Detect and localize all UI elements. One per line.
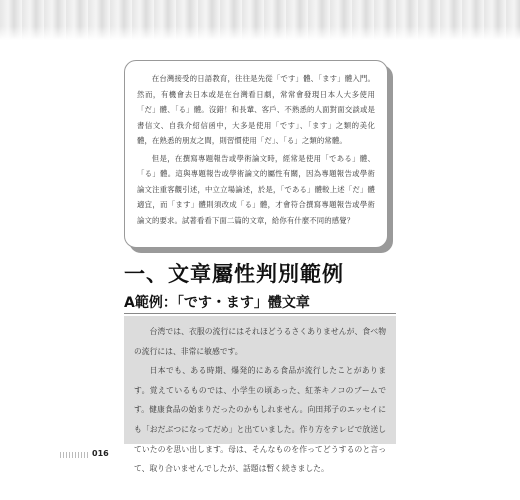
example-text-box <box>124 316 396 474</box>
heading-divider <box>124 313 396 314</box>
section-heading: 一、文章屬性判別範例 <box>124 262 344 286</box>
decorative-header-band <box>0 0 520 40</box>
example-paragraph-2: 日本でも、ある時期、爆発的にある食品が流行したことがあります。覚えているものでは、小学生の頃あった、紅茶キノコのブームです。健康食品の始まりだったのかもしれません。向田邦子のエッセイにも「おだぶつになってだめ」と出ていました。作り方をテレビで放送していたのを思い出します。母は、そんなものを作ってどうするのと言って、取り合いませんでしたが、話題は暫く続きました。 <box>134 366 386 474</box>
intro-callout-box <box>124 60 388 248</box>
example-a-heading: A範例：「です・ます」體文章 <box>124 295 310 311</box>
callout-paragraph-1: 在台灣接受的日語教育，往往是先從「です」體、「ます」體入門。然而，有機會去日本或是在台灣看日劇，常常會發現日本人大多使用「だ」體、「る」體。沒錯！和長輩、客戶、不熟悉的人面對面交談或是書信文、自我介紹信函中，大多是使用「です」、「ます」之類的美化體，在熟悉的朋友之間，則習慣使用「だ」、「る」之類的常體。 <box>137 74 375 145</box>
callout-paragraph-2: 但是，在撰寫專題報告或學術論文時，經常是使用「である」體、「る」體。這與專題報告或學術論文的屬性有關，因為專題報告或學術論文注重客觀引述，中立立場論述，於是，「である」體較上述「だ」體適宜，而「ます」體則須改成「る」體，才會符合撰寫專題報告或學術論文的要求。試著看看下面二篇的文章，給你有什麼不同的感覺？ <box>137 153 375 225</box>
example-paragraph-1: 台湾では、衣服の流行にはそれほどうるさくありませんが、食べ物の流行には、非常に敏感です。 <box>134 327 386 356</box>
page-number-ornament <box>60 452 88 458</box>
page-number: 016 <box>92 449 109 458</box>
